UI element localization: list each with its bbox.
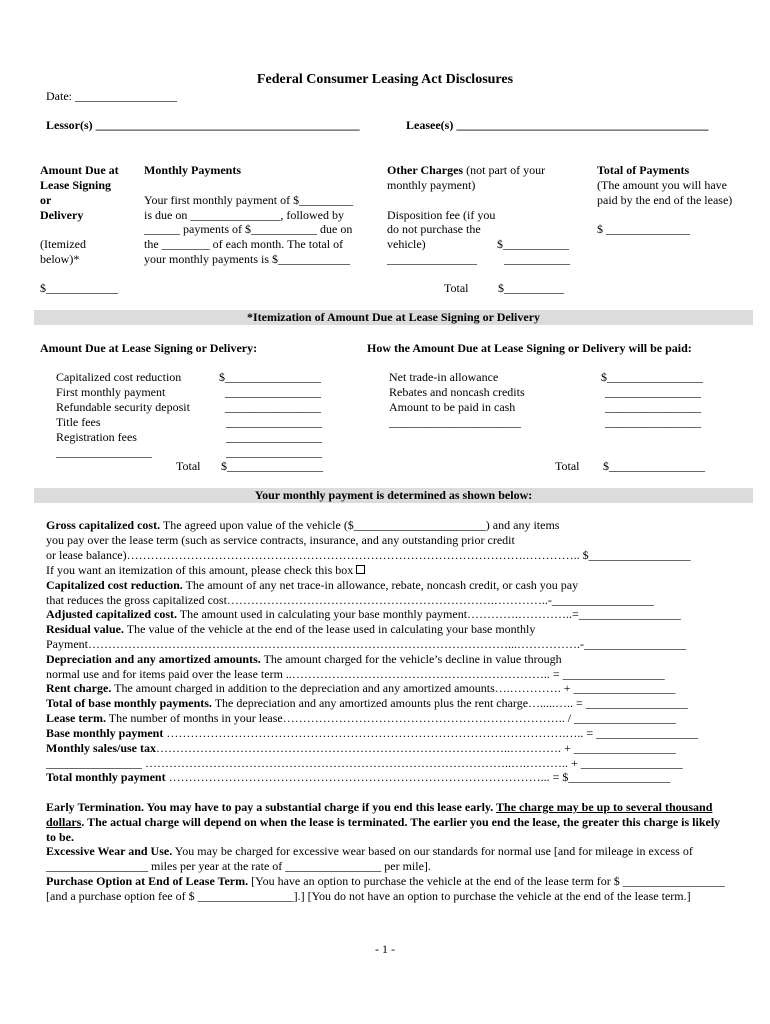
depreciation: Depreciation and any amortized amounts. The amount charged for the vehicle’s decline in value through bbox=[46, 652, 562, 666]
amount-blank[interactable]: $________________ bbox=[219, 370, 321, 384]
itemization-band: *Itemization of Amount Due at Lease Signing or Delivery bbox=[34, 310, 753, 325]
cap-cost-reduction: Capitalized cost reduction. The amount of any net trace-in allowance, rebate, noncash credit, or cash you pay bbox=[46, 578, 579, 592]
amount-blank[interactable]: ________________ bbox=[226, 430, 322, 444]
right-total-label: Total bbox=[555, 459, 580, 473]
lessor-field[interactable]: Lessor(s) ____________________________________________ bbox=[46, 118, 360, 132]
list-item-blank[interactable]: ______________________ bbox=[389, 415, 521, 429]
other-charge-line[interactable]: ________________ ………………………………………………………………………………..….……….. + _________________ bbox=[46, 756, 683, 770]
right-total-blank[interactable]: $________________ bbox=[603, 459, 705, 473]
purchase-option: Purchase Option at End of Lease Term. [You have an option to purchase the vehicle at the end of the lease term for $ _________________ [and a purchase option fee of $ ________________].] [You do not have an option to purchase the vehicle at the end of the lease term.] bbox=[46, 874, 725, 903]
amount-blank[interactable]: ________________ bbox=[605, 415, 701, 429]
excessive-wear: Excessive Wear and Use. You may be charged for excessive wear based on our standards for normal use [and for mileage in excess of _________________ miles per year at the rate of ________________ per mile]. bbox=[46, 844, 693, 873]
amount-blank[interactable]: ________________ bbox=[226, 445, 322, 459]
list-item: Amount to be paid in cash bbox=[389, 400, 516, 414]
residual-value-line[interactable]: Payment……………………………………………………………………………………………...…………….-_________________ bbox=[46, 637, 686, 651]
lease-term[interactable]: Lease term. The number of months in your lease…………………………………………………………….. / _________________ bbox=[46, 711, 677, 725]
lessee-field[interactable]: Leasee(s) __________________________________________ bbox=[406, 118, 709, 132]
gross-cap-cost-line: you pay over the lease term (such as service contracts, insurance, and any outstanding prior credit bbox=[46, 533, 515, 547]
amount-blank[interactable]: ________________ bbox=[225, 385, 321, 399]
amount-due-line: or bbox=[40, 193, 52, 207]
list-item: Refundable security deposit bbox=[56, 400, 190, 414]
total-payments-line: (The amount you will have bbox=[597, 178, 727, 192]
itemization-checkbox-row: If you want an itemization of this amount, please check this box bbox=[46, 563, 365, 578]
amount-due-line: (Itemized bbox=[40, 237, 86, 251]
amount-blank[interactable]: ________________ bbox=[226, 415, 322, 429]
page-title: Federal Consumer Leasing Act Disclosures bbox=[256, 72, 514, 87]
itemization-right-heading: How the Amount Due at Lease Signing or Delivery will be paid: bbox=[367, 341, 692, 355]
total-payments-title: Total of Payments bbox=[597, 163, 690, 177]
monthly-line[interactable]: your monthly payments is $____________ bbox=[144, 252, 350, 266]
other-charges-title: Other Charges (not part of your bbox=[387, 163, 546, 177]
list-item-blank[interactable]: ________________ bbox=[56, 445, 152, 459]
page-number: - 1 - bbox=[375, 942, 395, 956]
list-item: Rebates and noncash credits bbox=[389, 385, 525, 399]
list-item: First monthly payment bbox=[56, 385, 166, 399]
amount-due-line: below)* bbox=[40, 252, 80, 266]
amount-due-line: Lease Signing bbox=[40, 178, 112, 192]
other-total-label: Total bbox=[444, 281, 469, 295]
sales-use-tax[interactable]: Monthly sales/use tax……………………………………………………………………………..…………. + _________________ bbox=[46, 741, 676, 755]
total-base-payments[interactable]: Total of base monthly payments. The depreciation and any amortized amounts plus the rent charge….....….. = _________________ bbox=[46, 696, 688, 710]
monthly-payments-title: Monthly Payments bbox=[144, 163, 241, 177]
itemization-left-heading: Amount Due at Lease Signing or Delivery: bbox=[40, 341, 258, 355]
base-monthly-payment[interactable]: Base monthly payment ……………………………………………………………………………………….….. = _________________ bbox=[46, 726, 699, 740]
gross-cap-cost-line[interactable]: or lease balance)……………………………………………………………………………………….………….. $_________________ bbox=[46, 548, 691, 562]
amount-blank[interactable]: ________________ bbox=[605, 400, 701, 414]
list-item: Registration fees bbox=[56, 430, 137, 444]
residual-value: Residual value. The value of the vehicle at the end of the lease used in calculating your base monthly bbox=[46, 622, 536, 636]
amount-blank[interactable]: $________________ bbox=[601, 370, 703, 384]
monthly-line[interactable]: is due on _______________, followed by bbox=[144, 208, 344, 222]
other-extra-blank[interactable]: _______________ bbox=[387, 252, 477, 266]
list-item: Capitalized cost reduction bbox=[56, 370, 182, 384]
monthly-payment-band: Your monthly payment is determined as shown below: bbox=[34, 488, 753, 503]
other-charges-line: do not purchase the bbox=[387, 222, 481, 236]
depreciation-line[interactable]: normal use and for items paid over the lease term ..……………………………………………………….. = _________________ bbox=[46, 667, 665, 681]
total-payments-line: paid by the end of the lease) bbox=[597, 193, 733, 207]
other-charges-title-line2: monthly payment) bbox=[387, 178, 476, 192]
date-field[interactable]: Date: _________________ bbox=[46, 89, 177, 103]
rent-charge[interactable]: Rent charge. The amount charged in addition to the depreciation and any amortized amounts….…………. + _________________ bbox=[46, 681, 676, 695]
list-item: Title fees bbox=[56, 415, 101, 429]
monthly-line[interactable]: ______ payments of $___________ due on bbox=[144, 222, 353, 236]
total-payments-blank[interactable]: $ ______________ bbox=[597, 222, 690, 236]
cap-cost-reduction-line[interactable]: that reduces the gross capitalized cost………………………………………………………….…………..-_________________ bbox=[46, 593, 654, 607]
other-charges-line: vehicle) bbox=[387, 237, 426, 251]
other-charges-line: Disposition fee (if you bbox=[387, 208, 496, 222]
amount-blank[interactable]: ________________ bbox=[605, 385, 701, 399]
left-total-label: Total bbox=[176, 459, 201, 473]
left-total-blank[interactable]: $________________ bbox=[221, 459, 323, 473]
amount-due-line: Delivery bbox=[40, 208, 84, 222]
list-item: Net trade-in allowance bbox=[389, 370, 499, 384]
adjusted-cap-cost[interactable]: Adjusted capitalized cost. The amount used in calculating your base monthly payment………….…………..=_________________ bbox=[46, 607, 681, 621]
other-extra-amount-blank[interactable]: ___________ bbox=[504, 252, 570, 266]
itemization-checkbox[interactable] bbox=[356, 565, 365, 574]
amount-due-line: Amount Due at bbox=[40, 163, 119, 177]
other-total-blank[interactable]: $__________ bbox=[498, 281, 564, 295]
amount-blank[interactable]: ________________ bbox=[225, 400, 321, 414]
amount-due-blank[interactable]: $____________ bbox=[40, 281, 118, 295]
monthly-line[interactable]: Your first monthly payment of $_________ bbox=[144, 193, 354, 207]
total-monthly-payment[interactable]: Total monthly payment …………………………………………………………………………………... = $_________________ bbox=[46, 770, 671, 784]
monthly-line[interactable]: the ________ of each month. The total of bbox=[144, 237, 344, 251]
gross-cap-cost[interactable]: Gross capitalized cost. The agreed upon value of the vehicle ($______________________) and any items bbox=[46, 518, 560, 532]
disposition-fee-blank[interactable]: $___________ bbox=[497, 237, 569, 251]
early-termination: Early Termination. You may have to pay a substantial charge if you end this lease early. The charge may be up to several thousand dollars. The actual charge will depend on when the lease is terminated. The earlier you end the lease, the greater this charge is likely to be. bbox=[46, 800, 721, 844]
